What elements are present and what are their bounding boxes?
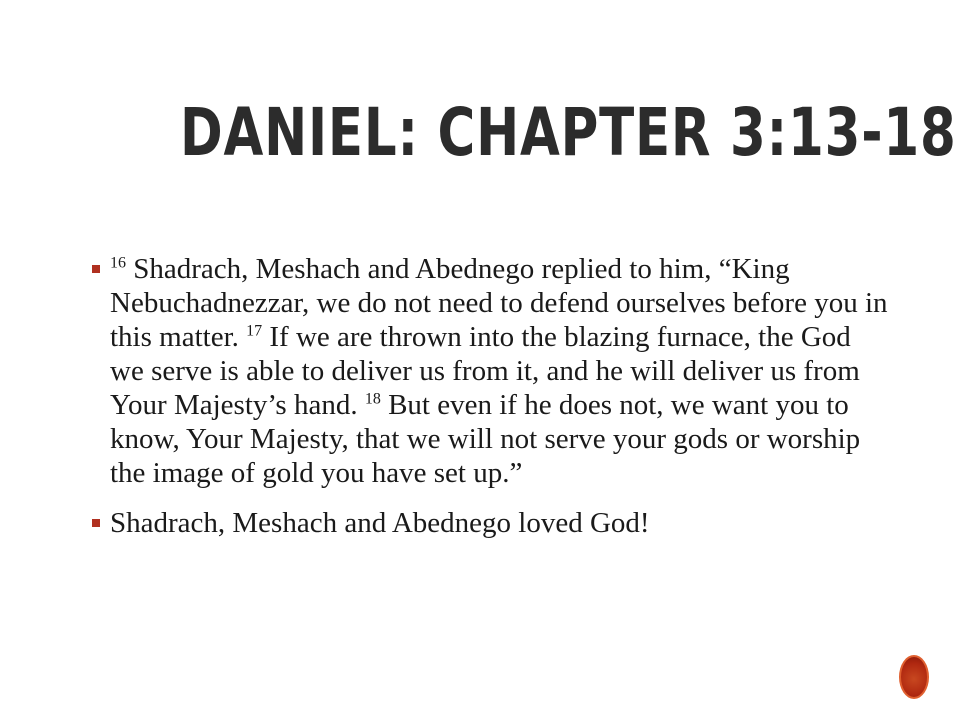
bullet-square-icon bbox=[92, 265, 100, 273]
bullet-summary bbox=[88, 506, 888, 540]
bullet-text: Shadrach, Meshach and Abednego loved God! bbox=[110, 507, 650, 539]
verse-text: But even if he does not, we want you to know, Your Majesty, that we will not serve your gods or worship the image of gold you have set up.” bbox=[110, 389, 861, 489]
bullet-verse bbox=[88, 252, 888, 490]
verse-text: Shadrach, Meshach and Abednego replied to him, “King Nebuchadnezzar, we do not need to defend ourselves before you in this matter. bbox=[110, 253, 888, 353]
verse-text: If we are thrown into the blazing furnace, the God we serve is able to deliver us from it, and he will deliver us from Your Majesty’s hand. bbox=[110, 321, 860, 421]
bullet-list bbox=[88, 252, 888, 556]
verse-number: 17 bbox=[246, 322, 263, 340]
bullet-square-icon bbox=[92, 519, 100, 527]
slide-title: DANIEL: CHAPTER 3:13-18 bbox=[180, 94, 957, 171]
bullet-text bbox=[110, 253, 888, 489]
verse-number: 16 bbox=[110, 254, 126, 272]
verse-number: 18 bbox=[364, 390, 381, 408]
navigation-circle-icon[interactable] bbox=[899, 655, 929, 699]
